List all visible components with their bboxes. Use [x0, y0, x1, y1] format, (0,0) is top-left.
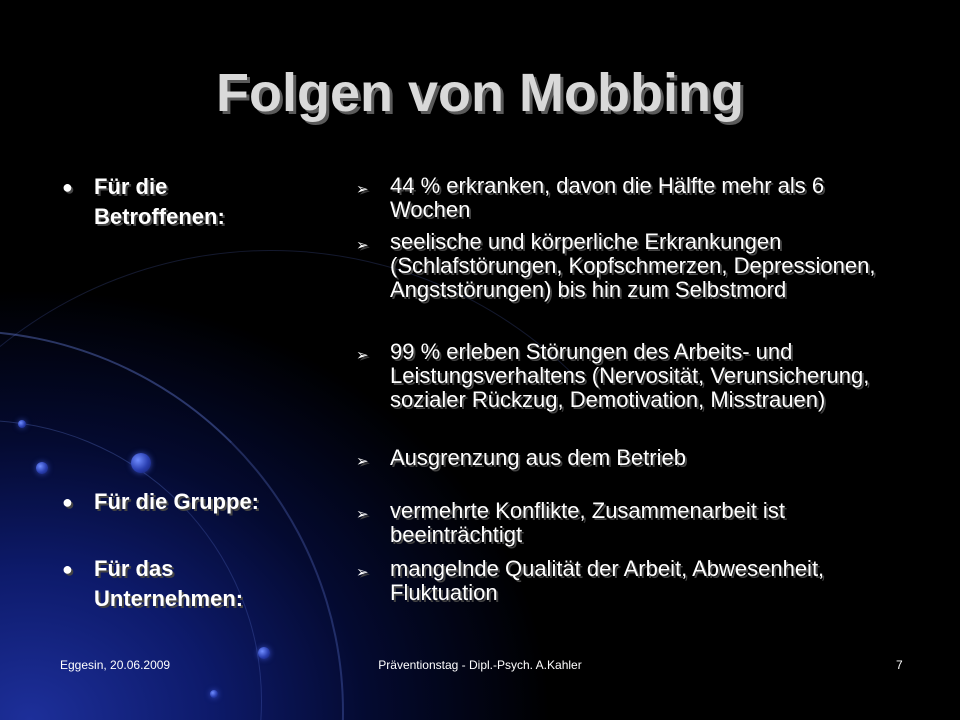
- left-bullet-label: Für die Betroffenen:: [94, 174, 225, 229]
- right-bullet-text: Ausgrenzung aus dem Betrieb: [390, 445, 686, 470]
- right-bullet-text: 99 % erleben Störungen des Arbeits- und Leistungsverhaltens (Nervosität, Verunsicherung, sozialer Rückzug, Demotivation, Misstrauen): [390, 339, 870, 412]
- left-bullet-unternehmen: [62, 554, 294, 614]
- right-bullet-text: vermehrte Konflikte, Zusammenarbeit ist beeinträchtigt: [390, 498, 785, 547]
- decorative-dot-icon: [131, 453, 151, 473]
- arrowhead-bullet-icon: ➢: [356, 563, 369, 581]
- decorative-arc: [0, 250, 702, 720]
- arrowhead-bullet-icon: ➢: [356, 236, 369, 254]
- right-bullet: [356, 230, 886, 302]
- arrowhead-bullet-icon: ➢: [356, 505, 369, 523]
- slide-title: Folgen von Mobbing: [216, 63, 744, 123]
- decorative-dot-icon: [18, 420, 26, 428]
- decorative-dot-icon: [36, 462, 48, 474]
- left-bullet-label: Für das Unternehmen:: [94, 556, 244, 611]
- left-bullet-gruppe: [62, 487, 334, 517]
- right-bullet: [356, 174, 886, 222]
- right-bullet: [356, 340, 886, 412]
- left-bullet-label: Für die Gruppe:: [94, 489, 259, 514]
- footer-presenter: Präventionstag - Dipl.-Psych. A.Kahler: [378, 658, 582, 672]
- slide-number: 7: [896, 658, 903, 672]
- filled-circle-bullet-icon: ●: [62, 559, 73, 579]
- filled-circle-bullet-icon: ●: [62, 177, 73, 197]
- right-bullet: [356, 499, 886, 547]
- filled-circle-bullet-icon: ●: [62, 492, 73, 512]
- right-bullet: [356, 557, 886, 605]
- right-bullet-text: mangelnde Qualität der Arbeit, Abwesenheit, Fluktuation: [390, 556, 825, 605]
- footer-location-date: Eggesin, 20.06.2009: [60, 658, 171, 672]
- left-bullet-betroffene: [62, 172, 294, 232]
- right-bullet-text: 44 % erkranken, davon die Hälfte mehr als 6 Wochen: [390, 173, 825, 222]
- decorative-dot-icon: [210, 690, 218, 698]
- arrowhead-bullet-icon: ➢: [356, 180, 369, 198]
- right-bullet: [356, 446, 886, 470]
- arrowhead-bullet-icon: ➢: [356, 346, 369, 364]
- arrowhead-bullet-icon: ➢: [356, 452, 369, 470]
- right-bullet-text: seelische und körperliche Erkrankungen (Schlafstörungen, Kopfschmerzen, Depressionen, Angststörungen) bis hin zum Selbstmord: [390, 229, 876, 302]
